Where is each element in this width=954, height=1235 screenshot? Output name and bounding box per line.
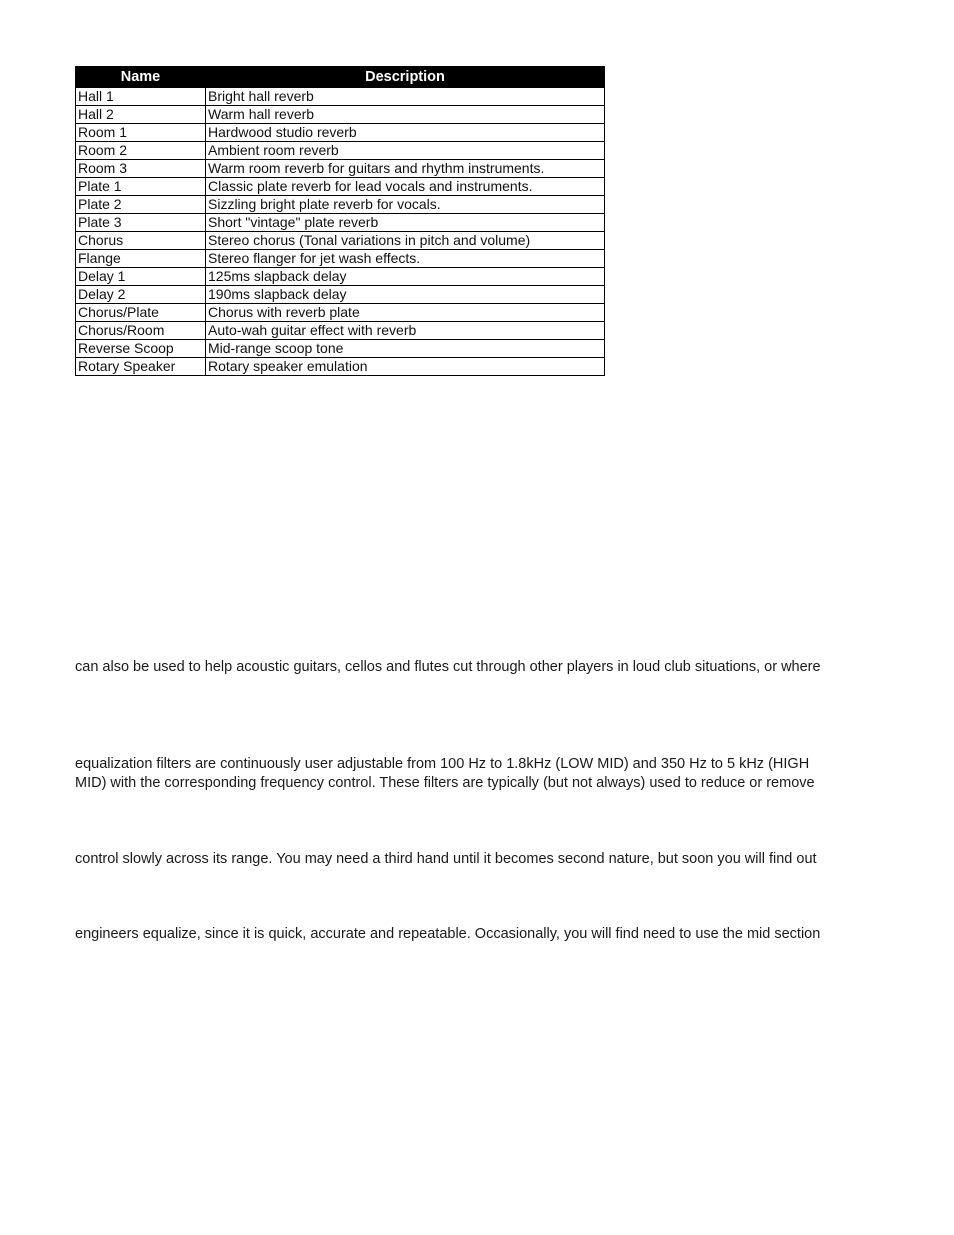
table-row	[76, 214, 605, 232]
effect-name: Rotary Speaker	[76, 358, 206, 376]
effect-description: Bright hall reverb	[206, 88, 605, 106]
effect-description: 125ms slapback delay	[206, 268, 605, 286]
effect-name: Plate 2	[76, 196, 206, 214]
effect-description: Warm hall reverb	[206, 106, 605, 124]
effect-name: Chorus	[76, 232, 206, 250]
column-header-description: Description	[206, 67, 605, 88]
effect-description: Classic plate reverb for lead vocals and instruments.	[206, 178, 605, 196]
effect-name: Reverse Scoop	[76, 340, 206, 358]
table-row	[76, 196, 605, 214]
table-row	[76, 304, 605, 322]
table-row	[76, 358, 605, 376]
effect-name: Room 1	[76, 124, 206, 142]
effect-name: Delay 2	[76, 286, 206, 304]
effect-name: Room 2	[76, 142, 206, 160]
effect-name: Plate 1	[76, 178, 206, 196]
body-text-line: engineers equalize, since it is quick, accurate and repeatable. Occasionally, you will find need to use the mid section	[75, 926, 821, 942]
effect-description: Mid-range scoop tone	[206, 340, 605, 358]
table-row	[76, 124, 605, 142]
body-text-line: control slowly across its range. You may need a third hand until it becomes second nature, but soon you will find out	[75, 851, 817, 867]
table-row	[76, 232, 605, 250]
effect-description: Ambient room reverb	[206, 142, 605, 160]
effect-description: Stereo chorus (Tonal variations in pitch and volume)	[206, 232, 605, 250]
effect-name: Chorus/Plate	[76, 304, 206, 322]
effect-name: Hall 1	[76, 88, 206, 106]
table-row	[76, 88, 605, 106]
effect-description: 190ms slapback delay	[206, 286, 605, 304]
effect-description: Auto-wah guitar effect with reverb	[206, 322, 605, 340]
table-row	[76, 178, 605, 196]
table-row	[76, 322, 605, 340]
table-row	[76, 340, 605, 358]
effect-description: Hardwood studio reverb	[206, 124, 605, 142]
body-text-line: can also be used to help acoustic guitars, cellos and flutes cut through other players in loud club situations, or where	[75, 659, 821, 675]
effects-table	[75, 66, 605, 376]
table-row	[76, 250, 605, 268]
effect-name: Hall 2	[76, 106, 206, 124]
column-header-name: Name	[76, 67, 206, 88]
body-text-line: MID) with the corresponding frequency control. These filters are typically (but not always) used to reduce or remove	[75, 775, 815, 791]
effect-description: Stereo flanger for jet wash effects.	[206, 250, 605, 268]
effect-description: Sizzling bright plate reverb for vocals.	[206, 196, 605, 214]
table-row	[76, 286, 605, 304]
effect-name: Plate 3	[76, 214, 206, 232]
table-row	[76, 142, 605, 160]
table-row	[76, 268, 605, 286]
body-text-line: equalization filters are continuously user adjustable from 100 Hz to 1.8kHz (LOW MID) and 350 Hz to 5 kHz (HIGH	[75, 756, 810, 772]
effect-description: Rotary speaker emulation	[206, 358, 605, 376]
table-row	[76, 106, 605, 124]
effect-name: Chorus/Room	[76, 322, 206, 340]
effect-name: Flange	[76, 250, 206, 268]
effect-description: Chorus with reverb plate	[206, 304, 605, 322]
effect-name: Delay 1	[76, 268, 206, 286]
table-row	[76, 160, 605, 178]
effect-name: Room 3	[76, 160, 206, 178]
effect-description: Short "vintage" plate reverb	[206, 214, 605, 232]
effect-description: Warm room reverb for guitars and rhythm instruments.	[206, 160, 605, 178]
table-header-row	[76, 67, 605, 88]
